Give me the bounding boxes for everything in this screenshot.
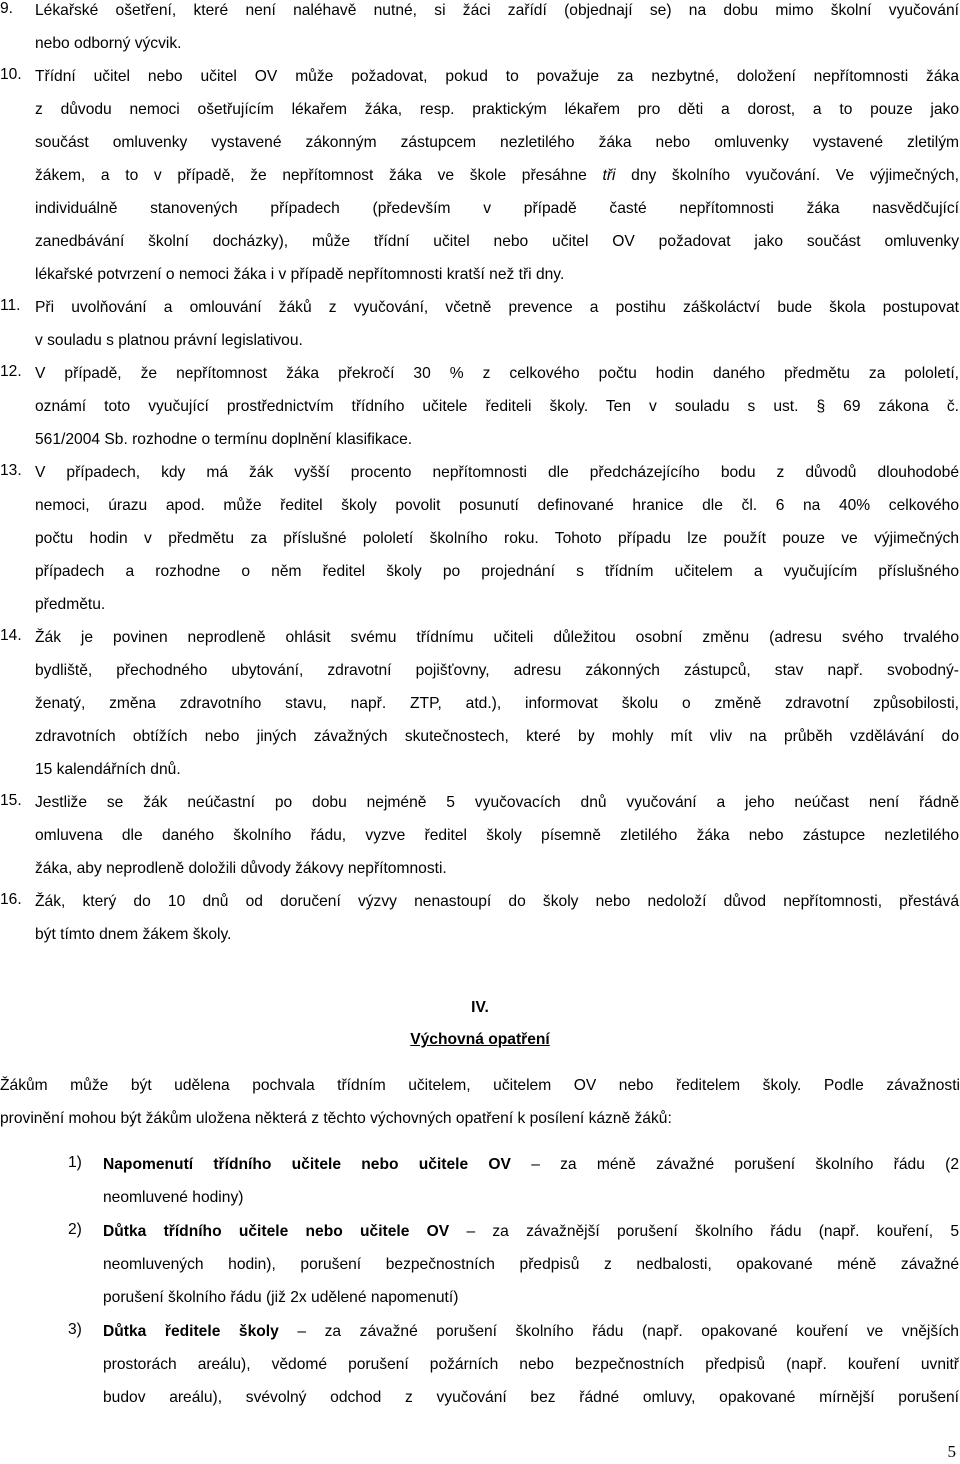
list-line <box>103 1221 959 1243</box>
text-line: v souladu s platnou právní legislativou. <box>35 332 303 349</box>
intro-line: provinění mohou být žákům uložena některá z těchto výchovných opatření k posílení kázně žáků: <box>0 1110 672 1127</box>
measure-description: – za závažnější porušení školního řádu (např. kouření, 5 <box>449 1223 959 1240</box>
text-line: ženatý, změna zdravotního stavu, např. ZTP, atd.), informovat školu o změně zdravotní způsobilosti, <box>35 695 959 712</box>
text-line: součást omluvenky vystavené zákonným zástupcem nezletilého žáka nebo omluvenky vystavené zletilým <box>35 134 959 151</box>
measure-description: – za méně závažné porušení školního řádu (2 <box>510 1156 960 1173</box>
text-line: V případech, kdy má žák vyšší procento nepřítomnosti dle předcházejícího bodu z důvodů dlouhodobé <box>35 464 959 481</box>
text-line: být tímto dnem žákem školy. <box>35 926 232 943</box>
text-line: V případě, že nepřítomnost žáka překročí 30 % z celkového počtu hodin daného předmětu za pololetí, <box>35 365 959 382</box>
paragraph-number: 15. <box>0 792 22 809</box>
text-line: bydliště, přechodného ubytování, zdravotní pojišťovny, adresu zákonných zástupců, stav např. svobodný- <box>35 662 959 679</box>
text-line: zanedbávání školní docházky), může třídní učitel nebo učitel OV požadovat jako součást omluvenky <box>35 233 959 250</box>
text-line: předmětu. <box>35 596 106 613</box>
list-line: prostorách areálu), vědomé porušení požárních nebo bezpečnostních předpisů (např. kouření uvnitř <box>103 1356 959 1373</box>
text-line: oznámí toto vyučující prostřednictvím třídního učitele řediteli školy. Ten v souladu s ust. § 69 zákona č. <box>35 398 959 415</box>
text-line: individuálně stanovených případech (především v případě časté nepřítomnosti žáka nasvědčující <box>35 200 959 217</box>
text-line: z důvodu nemoci ošetřujícím lékařem žáka, resp. praktickým lékařem pro děti a dorost, a to pouze jako <box>35 101 959 118</box>
text-line: 15 kalendářních dnů. <box>35 761 181 778</box>
paragraph-number: 10. <box>0 66 22 83</box>
section-number: IV. <box>471 999 489 1016</box>
paragraph-number: 14. <box>0 627 22 644</box>
text-line: Lékařské ošetření, které není naléhavě nutné, si žáci zařídí (objednají se) na dobu mimo školní vyučování <box>35 2 959 19</box>
paragraph-number: 13. <box>0 462 22 479</box>
page-number: 5 <box>947 1442 956 1461</box>
text-line: nemoci, úrazu apod. může ředitel školy povolit posunutí definované hranice dle čl. 6 na 40% celkového <box>35 497 959 514</box>
text-line: Při uvolňování a omlouvání žáků z vyučování, včetně prevence a postihu záškoláctví bude škola postupovat <box>35 299 959 316</box>
list-number: 1) <box>68 1154 82 1171</box>
list-line: budov areálu), svévolný odchod z vyučování bez řádné omluvy, opakované mírnější porušení <box>103 1389 959 1406</box>
text-line: Jestliže se žák neúčastní po dobu nejméně 5 vyučovacích dnů vyučování a jeho neúčast není řádně <box>35 794 959 811</box>
list-line: neomluvené hodiny) <box>103 1189 244 1206</box>
measure-name: Napomenutí třídního učitele nebo učitele OV <box>103 1156 511 1173</box>
section-title-text: Výchovná opatření <box>410 1031 550 1048</box>
section-title <box>0 1031 960 1049</box>
text-line: Žák je povinen neprodleně ohlásit svému třídnímu učiteli důležitou osobní změnu (adresu svého trvalého <box>35 629 959 646</box>
text-line: případech a rozhodne o něm ředitel školy po projednání s třídním učitelem a vyučujícím příslušného <box>35 563 959 580</box>
text-line: omluvena dle daného školního řádu, vyzve ředitel školy písemně zletilého žáka nebo zástupce nezletilého <box>35 827 959 844</box>
intro-line: Žákům může být udělena pochvala třídním učitelem, učitelem OV nebo ředitelem školy. Podle závažnosti <box>0 1077 960 1094</box>
text-line <box>35 165 959 187</box>
list-line: neomluvených hodin), porušení bezpečnostních předpisů z nedbalosti, opakované méně závažné <box>103 1256 959 1273</box>
list-number: 3) <box>68 1321 82 1338</box>
emphasis-text: tři <box>602 167 616 184</box>
text-line: Žák, který do 10 dnů od doručení výzvy nenastoupí do školy nebo nedoloží důvod nepřítomnosti, přestává <box>35 893 959 910</box>
text-line: počtu hodin v předmětu za příslušné pololetí školního roku. Tohoto případu lze použít pouze ve výjimečných <box>35 530 959 547</box>
list-number: 2) <box>68 1221 82 1238</box>
text-line: nebo odborný výcvik. <box>35 35 182 52</box>
text-line: žáka, aby neprodleně doložili důvody žákovy nepřítomnosti. <box>35 860 447 877</box>
measure-description: – za závažné porušení školního řádu (např. opakované kouření ve vnějších <box>278 1323 959 1340</box>
list-line: porušení školního řádu (již 2x udělené napomenutí) <box>103 1289 459 1306</box>
text-line: lékařské potvrzení o nemoci žáka i v případě nepřítomnosti kratší než tři dny. <box>35 266 565 283</box>
measure-name: Důtka ředitele školy <box>103 1323 279 1340</box>
text-line: zdravotních obtížích nebo jiných závažných skutečnostech, které by mohly mít vliv na průběh vzdělávání do <box>35 728 959 745</box>
paragraph-number: 11. <box>0 297 21 314</box>
list-line <box>103 1321 959 1343</box>
text-line: Třídní učitel nebo učitel OV může požadovat, pokud to považuje za nezbytné, doložení nepřítomnosti žáka <box>35 68 959 85</box>
paragraph-number: 12. <box>0 363 22 380</box>
list-line <box>103 1154 959 1176</box>
paragraph-number: 9. <box>0 0 14 17</box>
text-segment: dny školního vyučování. Ve výjimečných, <box>631 167 959 184</box>
text-segment: žákem, a to v případě, že nepřítomnost žáka ve škole přesáhne <box>35 167 603 184</box>
text-line: 561/2004 Sb. rozhodne o termínu doplnění klasifikace. <box>35 431 413 448</box>
paragraph-number: 16. <box>0 891 22 908</box>
measure-name: Důtka třídního učitele nebo učitele OV <box>103 1223 450 1240</box>
